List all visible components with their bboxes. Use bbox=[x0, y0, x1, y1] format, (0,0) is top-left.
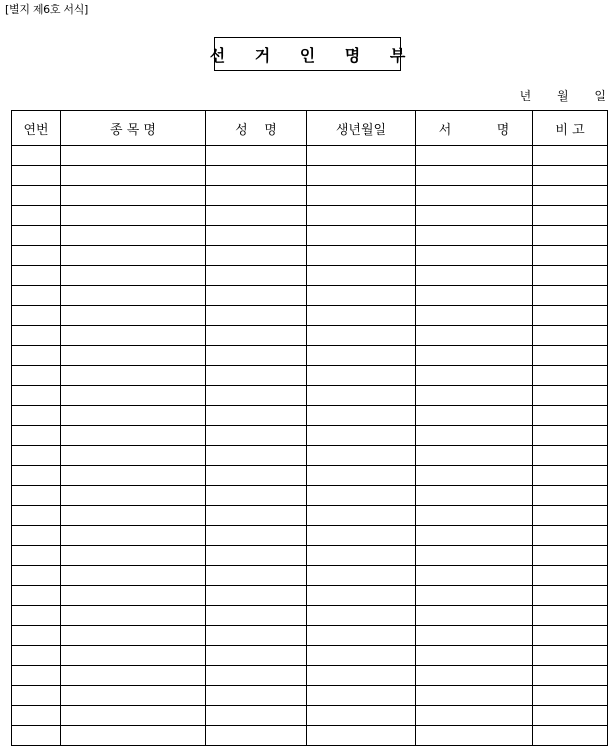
birthdate-cell[interactable] bbox=[307, 526, 416, 546]
remarks-cell[interactable] bbox=[533, 646, 608, 666]
serial-cell[interactable] bbox=[12, 726, 61, 746]
birthdate-cell[interactable] bbox=[307, 406, 416, 426]
table-row bbox=[12, 586, 608, 606]
name-cell[interactable] bbox=[206, 306, 307, 326]
signature-cell[interactable] bbox=[416, 466, 533, 486]
serial-cell[interactable] bbox=[12, 166, 61, 186]
event-cell[interactable] bbox=[61, 646, 206, 666]
remarks-cell[interactable] bbox=[533, 266, 608, 286]
serial-cell[interactable] bbox=[12, 306, 61, 326]
name-cell[interactable] bbox=[206, 646, 307, 666]
name-cell[interactable] bbox=[206, 726, 307, 746]
signature-cell[interactable] bbox=[416, 686, 533, 706]
name-cell[interactable] bbox=[206, 486, 307, 506]
table-row bbox=[12, 686, 608, 706]
serial-cell[interactable] bbox=[12, 226, 61, 246]
name-cell[interactable] bbox=[206, 326, 307, 346]
signature-cell[interactable] bbox=[416, 146, 533, 166]
birthdate-cell[interactable] bbox=[307, 686, 416, 706]
remarks-cell[interactable] bbox=[533, 446, 608, 466]
signature-cell[interactable] bbox=[416, 426, 533, 446]
name-cell[interactable] bbox=[206, 246, 307, 266]
name-cell[interactable] bbox=[206, 626, 307, 646]
serial-cell[interactable] bbox=[12, 606, 61, 626]
signature-cell[interactable] bbox=[416, 306, 533, 326]
table-row bbox=[12, 386, 608, 406]
table-row bbox=[12, 286, 608, 306]
birthdate-cell[interactable] bbox=[307, 646, 416, 666]
table-row bbox=[12, 146, 608, 166]
event-cell[interactable] bbox=[61, 266, 206, 286]
event-cell[interactable] bbox=[61, 466, 206, 486]
event-cell[interactable] bbox=[61, 686, 206, 706]
name-cell[interactable] bbox=[206, 286, 307, 306]
name-cell[interactable] bbox=[206, 546, 307, 566]
serial-cell[interactable] bbox=[12, 646, 61, 666]
remarks-cell[interactable] bbox=[533, 526, 608, 546]
remarks-cell[interactable] bbox=[533, 406, 608, 426]
birthdate-cell[interactable] bbox=[307, 546, 416, 566]
birthdate-cell[interactable] bbox=[307, 366, 416, 386]
table-row bbox=[12, 266, 608, 286]
table-row bbox=[12, 346, 608, 366]
name-cell[interactable] bbox=[206, 166, 307, 186]
name-cell[interactable] bbox=[206, 226, 307, 246]
serial-cell[interactable] bbox=[12, 526, 61, 546]
serial-cell[interactable] bbox=[12, 146, 61, 166]
table-row bbox=[12, 406, 608, 426]
birthdate-cell[interactable] bbox=[307, 186, 416, 206]
remarks-cell[interactable] bbox=[533, 246, 608, 266]
remarks-cell[interactable] bbox=[533, 346, 608, 366]
remarks-cell[interactable] bbox=[533, 366, 608, 386]
name-cell[interactable] bbox=[206, 506, 307, 526]
remarks-cell[interactable] bbox=[533, 286, 608, 306]
name-cell[interactable] bbox=[206, 686, 307, 706]
birthdate-cell[interactable] bbox=[307, 726, 416, 746]
event-cell[interactable] bbox=[61, 346, 206, 366]
event-cell[interactable] bbox=[61, 286, 206, 306]
serial-cell[interactable] bbox=[12, 266, 61, 286]
event-cell[interactable] bbox=[61, 206, 206, 226]
table-row bbox=[12, 466, 608, 486]
name-cell[interactable] bbox=[206, 146, 307, 166]
birthdate-cell[interactable] bbox=[307, 246, 416, 266]
event-cell[interactable] bbox=[61, 706, 206, 726]
remarks-cell[interactable] bbox=[533, 206, 608, 226]
signature-cell[interactable] bbox=[416, 366, 533, 386]
birthdate-cell[interactable] bbox=[307, 306, 416, 326]
event-cell[interactable] bbox=[61, 226, 206, 246]
table-row bbox=[12, 486, 608, 506]
signature-cell[interactable] bbox=[416, 266, 533, 286]
serial-cell[interactable] bbox=[12, 246, 61, 266]
birthdate-cell[interactable] bbox=[307, 626, 416, 646]
remarks-cell[interactable] bbox=[533, 666, 608, 686]
table-row bbox=[12, 726, 608, 746]
table-row bbox=[12, 166, 608, 186]
page-title: 선 거 인 명 부 bbox=[209, 45, 418, 65]
column-header-signature: 서 명 bbox=[416, 111, 533, 146]
remarks-cell[interactable] bbox=[533, 586, 608, 606]
serial-cell[interactable] bbox=[12, 326, 61, 346]
birthdate-cell[interactable] bbox=[307, 326, 416, 346]
table-row bbox=[12, 666, 608, 686]
signature-cell[interactable] bbox=[416, 286, 533, 306]
table-row bbox=[12, 566, 608, 586]
table-row bbox=[12, 506, 608, 526]
birthdate-cell[interactable] bbox=[307, 566, 416, 586]
event-cell[interactable] bbox=[61, 326, 206, 346]
birthdate-cell[interactable] bbox=[307, 146, 416, 166]
serial-cell[interactable] bbox=[12, 506, 61, 526]
signature-cell[interactable] bbox=[416, 166, 533, 186]
remarks-cell[interactable] bbox=[533, 426, 608, 446]
event-cell[interactable] bbox=[61, 406, 206, 426]
form-number-label: [별지 제6호 서식] bbox=[5, 3, 89, 16]
table-row bbox=[12, 206, 608, 226]
name-cell[interactable] bbox=[206, 446, 307, 466]
remarks-cell[interactable] bbox=[533, 386, 608, 406]
remarks-cell[interactable] bbox=[533, 506, 608, 526]
birthdate-cell[interactable] bbox=[307, 206, 416, 226]
table-row bbox=[12, 226, 608, 246]
birthdate-cell[interactable] bbox=[307, 666, 416, 686]
birthdate-cell[interactable] bbox=[307, 266, 416, 286]
remarks-cell[interactable] bbox=[533, 306, 608, 326]
column-header-event: 종 목 명 bbox=[61, 111, 206, 146]
name-cell[interactable] bbox=[206, 566, 307, 586]
column-header-birthdate: 생년월일 bbox=[307, 111, 416, 146]
birthdate-cell[interactable] bbox=[307, 586, 416, 606]
serial-cell[interactable] bbox=[12, 346, 61, 366]
signature-cell[interactable] bbox=[416, 506, 533, 526]
event-cell[interactable] bbox=[61, 186, 206, 206]
signature-cell[interactable] bbox=[416, 246, 533, 266]
signature-cell[interactable] bbox=[416, 486, 533, 506]
table-row bbox=[12, 526, 608, 546]
event-cell[interactable] bbox=[61, 546, 206, 566]
name-cell[interactable] bbox=[206, 586, 307, 606]
signature-cell[interactable] bbox=[416, 386, 533, 406]
serial-cell[interactable] bbox=[12, 406, 61, 426]
column-header-remarks: 비 고 bbox=[533, 111, 608, 146]
serial-cell[interactable] bbox=[12, 486, 61, 506]
name-cell[interactable] bbox=[206, 526, 307, 546]
signature-cell[interactable] bbox=[416, 626, 533, 646]
column-header-name: 성 명 bbox=[206, 111, 307, 146]
name-cell[interactable] bbox=[206, 266, 307, 286]
serial-cell[interactable] bbox=[12, 446, 61, 466]
name-cell[interactable] bbox=[206, 426, 307, 446]
signature-cell[interactable] bbox=[416, 606, 533, 626]
remarks-cell[interactable] bbox=[533, 626, 608, 646]
remarks-cell[interactable] bbox=[533, 486, 608, 506]
serial-cell[interactable] bbox=[12, 686, 61, 706]
event-cell[interactable] bbox=[61, 246, 206, 266]
event-cell[interactable] bbox=[61, 146, 206, 166]
table-row bbox=[12, 426, 608, 446]
birthdate-cell[interactable] bbox=[307, 506, 416, 526]
remarks-cell[interactable] bbox=[533, 186, 608, 206]
table-row bbox=[12, 326, 608, 346]
event-cell[interactable] bbox=[61, 166, 206, 186]
name-cell[interactable] bbox=[206, 706, 307, 726]
table-row bbox=[12, 626, 608, 646]
remarks-cell[interactable] bbox=[533, 226, 608, 246]
signature-cell[interactable] bbox=[416, 186, 533, 206]
remarks-cell[interactable] bbox=[533, 566, 608, 586]
event-cell[interactable] bbox=[61, 666, 206, 686]
name-cell[interactable] bbox=[206, 346, 307, 366]
title-box bbox=[209, 37, 418, 71]
signature-cell[interactable] bbox=[416, 586, 533, 606]
event-cell[interactable] bbox=[61, 366, 206, 386]
date-line: 년 월 일 bbox=[519, 89, 606, 103]
event-cell[interactable] bbox=[61, 586, 206, 606]
signature-cell[interactable] bbox=[416, 646, 533, 666]
event-cell[interactable] bbox=[61, 626, 206, 646]
birthdate-cell[interactable] bbox=[307, 166, 416, 186]
birthdate-cell[interactable] bbox=[307, 486, 416, 506]
name-cell[interactable] bbox=[206, 666, 307, 686]
serial-cell[interactable] bbox=[12, 466, 61, 486]
event-cell[interactable] bbox=[61, 426, 206, 446]
name-cell[interactable] bbox=[206, 606, 307, 626]
serial-cell[interactable] bbox=[12, 566, 61, 586]
birthdate-cell[interactable] bbox=[307, 286, 416, 306]
birthdate-cell[interactable] bbox=[307, 426, 416, 446]
birthdate-cell[interactable] bbox=[307, 466, 416, 486]
signature-cell[interactable] bbox=[416, 206, 533, 226]
signature-cell[interactable] bbox=[416, 346, 533, 366]
table-row bbox=[12, 546, 608, 566]
signature-cell[interactable] bbox=[416, 706, 533, 726]
signature-cell[interactable] bbox=[416, 326, 533, 346]
event-cell[interactable] bbox=[61, 446, 206, 466]
event-cell[interactable] bbox=[61, 726, 206, 746]
event-cell[interactable] bbox=[61, 486, 206, 506]
event-cell[interactable] bbox=[61, 526, 206, 546]
table-row bbox=[12, 186, 608, 206]
serial-cell[interactable] bbox=[12, 546, 61, 566]
name-cell[interactable] bbox=[206, 386, 307, 406]
name-cell[interactable] bbox=[206, 466, 307, 486]
serial-cell[interactable] bbox=[12, 706, 61, 726]
birthdate-cell[interactable] bbox=[307, 706, 416, 726]
serial-cell[interactable] bbox=[12, 586, 61, 606]
signature-cell[interactable] bbox=[416, 406, 533, 426]
serial-cell[interactable] bbox=[12, 366, 61, 386]
table-row bbox=[12, 246, 608, 266]
event-cell[interactable] bbox=[61, 506, 206, 526]
table-row bbox=[12, 366, 608, 386]
table-row bbox=[12, 446, 608, 466]
remarks-cell[interactable] bbox=[533, 166, 608, 186]
birthdate-cell[interactable] bbox=[307, 226, 416, 246]
signature-cell[interactable] bbox=[416, 566, 533, 586]
serial-cell[interactable] bbox=[12, 206, 61, 226]
event-cell[interactable] bbox=[61, 606, 206, 626]
serial-cell[interactable] bbox=[12, 386, 61, 406]
remarks-cell[interactable] bbox=[533, 606, 608, 626]
signature-cell[interactable] bbox=[416, 226, 533, 246]
signature-cell[interactable] bbox=[416, 546, 533, 566]
name-cell[interactable] bbox=[206, 406, 307, 426]
serial-cell[interactable] bbox=[12, 286, 61, 306]
table-row bbox=[12, 706, 608, 726]
name-cell[interactable] bbox=[206, 206, 307, 226]
table-body bbox=[12, 146, 608, 746]
remarks-cell[interactable] bbox=[533, 326, 608, 346]
signature-cell[interactable] bbox=[416, 446, 533, 466]
serial-cell[interactable] bbox=[12, 186, 61, 206]
serial-cell[interactable] bbox=[12, 666, 61, 686]
remarks-cell[interactable] bbox=[533, 466, 608, 486]
name-cell[interactable] bbox=[206, 186, 307, 206]
signature-cell[interactable] bbox=[416, 726, 533, 746]
voter-roster-table bbox=[11, 110, 608, 746]
table-row bbox=[12, 306, 608, 326]
remarks-cell[interactable] bbox=[533, 706, 608, 726]
serial-cell[interactable] bbox=[12, 426, 61, 446]
event-cell[interactable] bbox=[61, 306, 206, 326]
event-cell[interactable] bbox=[61, 386, 206, 406]
signature-cell[interactable] bbox=[416, 526, 533, 546]
remarks-cell[interactable] bbox=[533, 546, 608, 566]
serial-cell[interactable] bbox=[12, 626, 61, 646]
birthdate-cell[interactable] bbox=[307, 346, 416, 366]
table-row bbox=[12, 606, 608, 626]
birthdate-cell[interactable] bbox=[307, 446, 416, 466]
birthdate-cell[interactable] bbox=[307, 386, 416, 406]
signature-cell[interactable] bbox=[416, 666, 533, 686]
column-header-serial: 연번 bbox=[12, 111, 61, 146]
birthdate-cell[interactable] bbox=[307, 606, 416, 626]
remarks-cell[interactable] bbox=[533, 726, 608, 746]
name-cell[interactable] bbox=[206, 366, 307, 386]
remarks-cell[interactable] bbox=[533, 686, 608, 706]
remarks-cell[interactable] bbox=[533, 146, 608, 166]
table-header-row bbox=[12, 111, 608, 146]
table-row bbox=[12, 646, 608, 666]
event-cell[interactable] bbox=[61, 566, 206, 586]
